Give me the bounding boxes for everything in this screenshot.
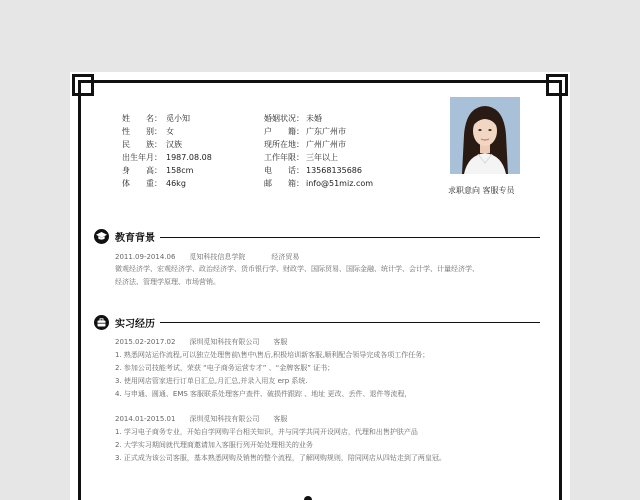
job-role: 客服: [273, 415, 288, 423]
info-key: 工作年限：: [264, 153, 304, 162]
section-title: 实习经历: [115, 319, 155, 330]
info-value: 广东广州市: [306, 127, 346, 136]
basic-info-right: [264, 112, 373, 190]
info-value: 觅小知: [166, 114, 190, 123]
info-row: [122, 177, 212, 190]
info-value: 46kg: [166, 179, 186, 188]
info-key: 婚姻状况：: [264, 114, 304, 123]
info-value: 1987.08.08: [166, 153, 212, 162]
info-value: 13568135686: [306, 166, 362, 175]
info-key: 体 重：: [122, 179, 162, 188]
bottom-ornament-dot: [304, 496, 312, 500]
graduation-cap-icon: [94, 229, 109, 244]
info-key: 邮 箱：: [264, 179, 304, 188]
job-period: 2015.02-2017.02: [115, 338, 176, 346]
info-row: [122, 112, 212, 125]
job-intent: 求职意向 客服专员: [448, 186, 515, 195]
frame-left-border: [78, 80, 81, 500]
info-row: [264, 177, 373, 190]
frame-top-border: [78, 80, 562, 83]
job-role: 客服: [273, 338, 288, 346]
info-value: 汉族: [166, 140, 182, 149]
info-key: 现所在地：: [264, 140, 304, 149]
job-duty: 3. 正式成为该公司客服，基本熟悉网购及销售的整个流程，了解网购规则，陪同网店从四钻走到了两皇冠。: [115, 454, 446, 462]
job-header: [115, 336, 287, 348]
job-company: 深圳觅知科技有限公司: [189, 338, 260, 346]
profile-photo: [450, 97, 520, 174]
edu-period: 2011.09-2014.06: [115, 253, 176, 261]
job-period: 2014.01-2015.01: [115, 415, 176, 423]
corner-ornament-left: [72, 74, 94, 96]
info-row: [122, 164, 212, 177]
info-key: 出生年月：: [122, 153, 162, 162]
info-key: 姓 名：: [122, 114, 162, 123]
info-value: 广州广州市: [306, 140, 346, 149]
job-header: [115, 413, 287, 425]
info-key: 民 族：: [122, 140, 162, 149]
info-value: 158cm: [166, 166, 194, 175]
edu-courses-line: 微观经济学、宏观经济学、政治经济学、货币银行学、财政学、国际贸易、国际金融、统计学、会计学、计量经济学、: [115, 265, 479, 273]
info-row: [264, 138, 373, 151]
briefcase-icon: [94, 315, 109, 330]
edu-school: 觅知科技信息学院: [189, 253, 246, 261]
section-divider: [160, 322, 540, 323]
job-duty: 4. 与申通、圆通、EMS 客服联系处理客户查件、破损件跟踪 、地址 更改、丢件、退件等流程，: [115, 390, 412, 398]
job-duty: 2. 大学实习期间就代理商邀请加入客服行列开始处理相关的业务: [115, 441, 313, 449]
info-row: [122, 138, 212, 151]
section-experience-header: [94, 315, 155, 330]
job-company: 深圳觅知科技有限公司: [189, 415, 260, 423]
info-key: 户 籍：: [264, 127, 304, 136]
info-key: 性 别：: [122, 127, 162, 136]
frame-right-border: [559, 80, 562, 500]
info-row: [264, 125, 373, 138]
job-duty: 1. 学习电子商务专业，开始自学网购平台相关知识，并与同学共同开设网店，代理和出售护肤产品: [115, 428, 418, 436]
info-key: 身 高：: [122, 166, 162, 175]
info-key: 电 话：: [264, 166, 304, 175]
corner-ornament-right: [546, 74, 568, 96]
edu-major: 经济贸易: [271, 253, 300, 261]
section-title: 教育背景: [115, 233, 155, 244]
info-value: 未婚: [306, 114, 322, 123]
info-row: [122, 151, 212, 164]
info-value: 三年以上: [306, 153, 338, 162]
edu-courses-line: 经济法、管理学原理、市场营销。: [115, 278, 220, 286]
info-row: [264, 151, 373, 164]
info-value: info@51miz.com: [306, 179, 374, 188]
job-duty: 3. 使用网店管家进行订单日汇总,月汇总,并录入用友 erp 系统.: [115, 377, 308, 385]
info-value: 女: [166, 127, 174, 136]
info-row: [264, 112, 373, 125]
portrait-image: [450, 97, 520, 174]
section-divider: [160, 237, 540, 238]
job-duty: 1. 熟悉网站运作流程,可以独立处理售前\售中\售后,积极培训新客服,顺利配合领导完成各项工作任务；: [115, 351, 430, 359]
info-row: [264, 164, 373, 177]
job-duty: 2. 参加公司技能考试，荣获 “电子商务运营专才” 、“金牌客服” 证书；: [115, 364, 335, 372]
section-education-header: [94, 229, 155, 244]
info-row: [122, 125, 212, 138]
basic-info-left: [122, 112, 212, 190]
education-summary: [115, 251, 299, 263]
